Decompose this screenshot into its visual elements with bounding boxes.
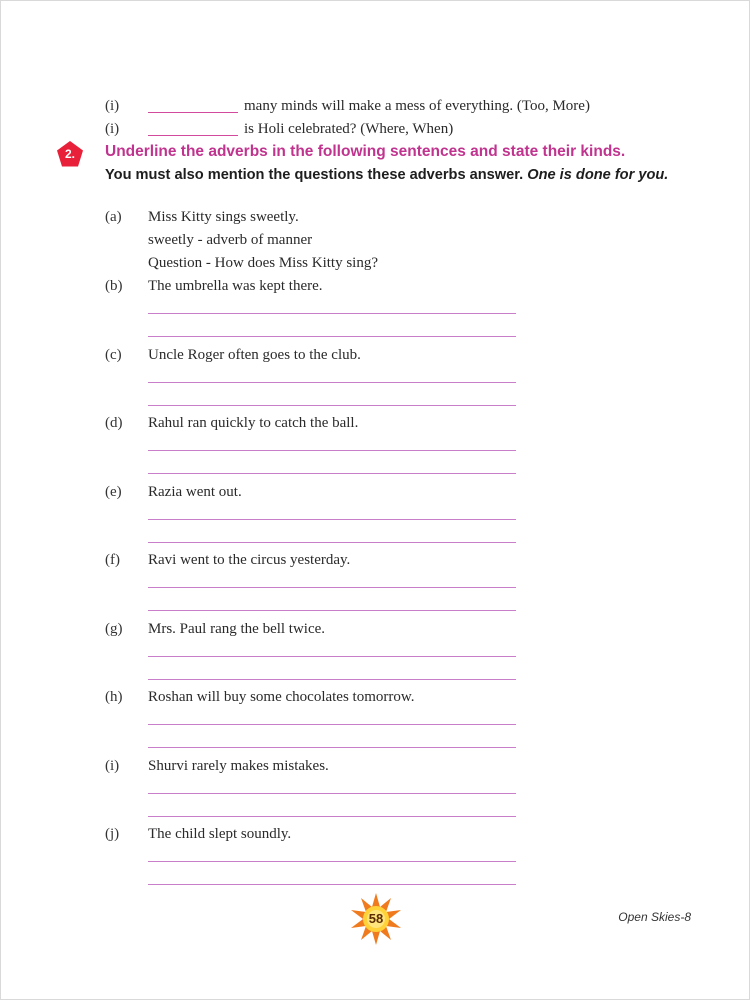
exercise-number-badge	[56, 140, 84, 168]
item-sentence-h: Roshan will buy some chocolates tomorrow.	[148, 689, 415, 705]
item-sentence-d: Rahul ran quickly to catch the ball.	[148, 415, 359, 431]
item-label-f: (f)	[105, 552, 120, 568]
answer-line[interactable]	[148, 884, 516, 885]
example-sentence: Miss Kitty sings sweetly.	[148, 209, 299, 225]
fill-in-text-2: is Holi celebrated? (Where, When)	[244, 121, 454, 137]
answer-line[interactable]	[148, 313, 516, 314]
fill-in-label-1: (i)	[105, 98, 120, 114]
page-number-badge	[349, 892, 403, 946]
answer-line[interactable]	[148, 519, 516, 520]
fill-in-text-1: many minds will make a mess of everything. (Too, More)	[244, 98, 590, 114]
instruction-main: You must also mention the questions these adverbs answer.	[105, 167, 524, 183]
item-label-b: (b)	[105, 278, 123, 294]
exercise-number: 2.	[64, 147, 75, 161]
answer-line[interactable]	[148, 587, 516, 588]
item-label-c: (c)	[105, 347, 122, 363]
page-number: 58	[368, 911, 384, 926]
example-answer-kind: sweetly - adverb of manner	[148, 232, 313, 248]
answer-line[interactable]	[148, 610, 516, 611]
item-sentence-j: The child slept soundly.	[148, 826, 292, 842]
fill-in-label-2: (i)	[105, 121, 120, 137]
exercise-heading: Underline the adverbs in the following sentences and state their kinds.	[105, 143, 626, 160]
answer-line[interactable]	[148, 542, 516, 543]
answer-line[interactable]	[148, 450, 516, 451]
item-label-d: (d)	[105, 415, 123, 431]
answer-line[interactable]	[148, 405, 516, 406]
book-title: Open Skies-8	[618, 910, 691, 924]
fill-in-blank-2[interactable]	[148, 135, 238, 136]
item-sentence-c: Uncle Roger often goes to the club.	[148, 347, 361, 363]
answer-line[interactable]	[148, 793, 516, 794]
instruction-italic: One is done for you.	[527, 167, 669, 183]
item-sentence-g: Mrs. Paul rang the bell twice.	[148, 621, 326, 637]
answer-line[interactable]	[148, 656, 516, 657]
answer-line[interactable]	[148, 747, 516, 748]
item-sentence-f: Ravi went to the circus yesterday.	[148, 552, 351, 568]
answer-line[interactable]	[148, 382, 516, 383]
example-label: (a)	[105, 209, 122, 225]
item-label-e: (e)	[105, 484, 122, 500]
answer-line[interactable]	[148, 473, 516, 474]
answer-line[interactable]	[148, 861, 516, 862]
item-sentence-b: The umbrella was kept there.	[148, 278, 323, 294]
answer-line[interactable]	[148, 679, 516, 680]
item-label-g: (g)	[105, 621, 123, 637]
fill-in-blank-1[interactable]	[148, 112, 238, 113]
item-label-j: (j)	[105, 826, 120, 842]
exercise-instruction	[105, 166, 705, 185]
item-label-h: (h)	[105, 689, 123, 705]
answer-line[interactable]	[148, 724, 516, 725]
item-sentence-e: Razia went out.	[148, 484, 242, 500]
answer-line[interactable]	[148, 816, 516, 817]
item-label-i: (i)	[105, 758, 120, 774]
answer-line[interactable]	[148, 336, 516, 337]
item-sentence-i: Shurvi rarely makes mistakes.	[148, 758, 329, 774]
example-answer-question: Question - How does Miss Kitty sing?	[148, 255, 378, 271]
